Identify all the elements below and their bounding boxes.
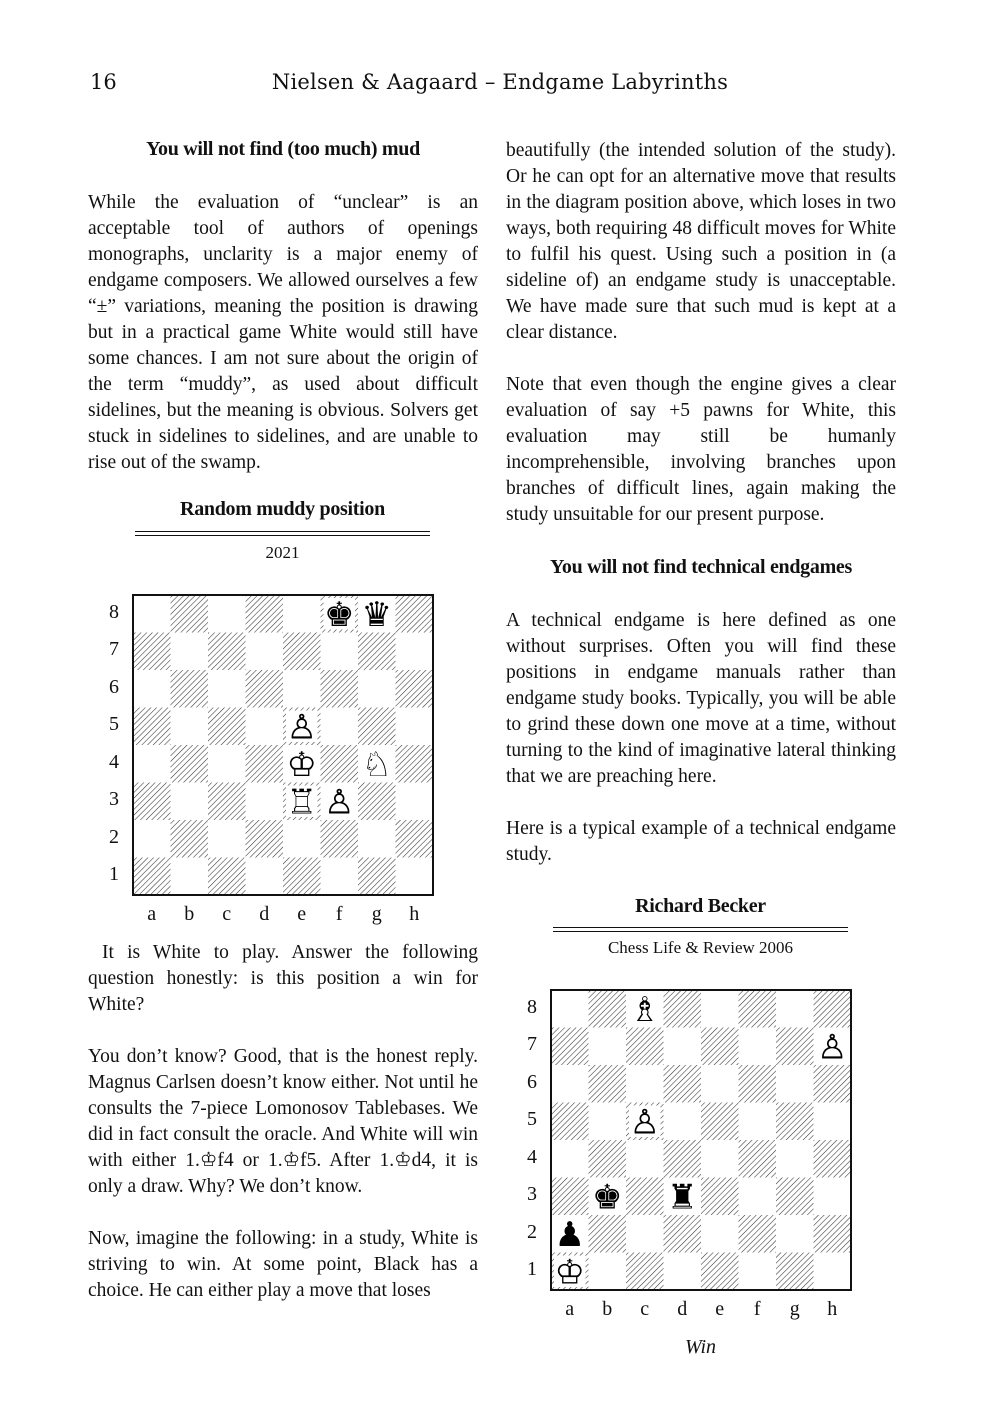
board-square: [321, 745, 359, 783]
board-square: [589, 990, 627, 1028]
board-square: [133, 670, 171, 708]
board-square: [589, 1103, 627, 1141]
board-square: [208, 670, 246, 708]
board-square: [551, 1065, 589, 1103]
rank-label: 7: [527, 1033, 537, 1056]
board-square: [664, 1140, 702, 1178]
board-square: [246, 783, 284, 821]
file-label: c: [222, 903, 232, 925]
board-square: [701, 1103, 739, 1141]
board-square: [246, 595, 284, 633]
board-square: [171, 858, 209, 896]
diagram1-svg: [131, 593, 435, 897]
board-square: [551, 1178, 589, 1216]
board-square: [246, 745, 284, 783]
board-square: [701, 1215, 739, 1253]
board-square: [626, 1253, 664, 1291]
board-square: [133, 745, 171, 783]
chess-piece-e4: ♔: [286, 745, 317, 786]
board-square: [171, 633, 209, 671]
board-square: [133, 820, 171, 858]
chess-piece-a2: ♟: [554, 1215, 585, 1256]
board-square: [701, 1028, 739, 1066]
board-square: [664, 1028, 702, 1066]
diagram2-caption: Win: [684, 1336, 717, 1358]
right-upper-text: [506, 138, 896, 528]
board-square: [358, 858, 396, 896]
left-paragraph-3: You don’t know? Good, that is the honest reply. Magnus Carlsen doesn’t know either. Not until he consults the 7-piece Lomonosov Tablebases. We did in fact consult the oracle. And White will win with either 1.♔f4 or 1.♔f5. After 1.♔d4, it is only a draw. Why? We don’t know.: [88, 1046, 478, 1197]
chess-piece-d3: ♜: [667, 1177, 698, 1218]
board-square: [589, 1253, 627, 1291]
board-square: [358, 820, 396, 858]
file-label: d: [677, 1298, 688, 1320]
board-square: [776, 1065, 814, 1103]
board-square: [664, 1065, 702, 1103]
board-square: [776, 990, 814, 1028]
board-square: [701, 990, 739, 1028]
board-square: [776, 1178, 814, 1216]
board-square: [814, 990, 852, 1028]
rank-label: 3: [109, 788, 119, 811]
left-lower-text: [88, 940, 478, 1304]
board-square: [551, 990, 589, 1028]
page-number: 16: [90, 70, 117, 94]
board-square: [208, 820, 246, 858]
board-square: [208, 745, 246, 783]
board-square: [358, 783, 396, 821]
board-square: [208, 633, 246, 671]
board-square: [814, 1178, 852, 1216]
board-square: [589, 1028, 627, 1066]
diagram2-svg: [549, 988, 853, 1292]
file-label: a: [565, 1298, 575, 1320]
board-square: [739, 1065, 777, 1103]
running-title: Nielsen & Aagaard – Endgame Labyrinths: [271, 70, 729, 94]
chess-piece-g8: ♛: [361, 595, 392, 636]
rank-label: 8: [109, 600, 119, 623]
file-label: f: [753, 1298, 761, 1320]
chess-piece-b3: ♚: [592, 1177, 623, 1218]
left-heading: You will not find (too much) mud: [146, 138, 420, 160]
board-square: [626, 1178, 664, 1216]
diagram2-rule-top: [553, 927, 848, 928]
board-square: [396, 633, 434, 671]
rank-label: 2: [527, 1220, 537, 1243]
board-square: [396, 858, 434, 896]
board-square: [589, 1065, 627, 1103]
board-square: [208, 858, 246, 896]
board-square: [171, 820, 209, 858]
chess-piece-a1: ♔: [554, 1252, 585, 1292]
board-square: [283, 858, 321, 896]
chess-piece-e3: ♖: [286, 782, 317, 823]
file-label: h: [409, 903, 420, 925]
diagram2-subtitle: Chess Life & Review 2006: [607, 938, 794, 957]
board-square: [283, 633, 321, 671]
board-square: [358, 670, 396, 708]
board-square: [321, 708, 359, 746]
board-square: [246, 858, 284, 896]
board-square: [776, 1253, 814, 1291]
board-square: [283, 595, 321, 633]
right-paragraph-3: A technical endgame is here defined as one without surprises. Often you will find these positions in endgame manuals rather than endgame study books. Typically, you will be able to grind these down one move at a time, without turning to the kind of imaginative lateral thinking that we are preaching here.: [506, 610, 896, 787]
chess-piece-g4: ♘: [361, 745, 392, 786]
board-square: [246, 670, 284, 708]
diagram1-subtitle: 2021: [265, 543, 300, 562]
board-square: [283, 820, 321, 858]
board-square: [739, 1253, 777, 1291]
rank-label: 6: [109, 675, 119, 698]
board-square: [626, 1215, 664, 1253]
right-paragraph-1: beautifully (the intended solution of the study). Or he can opt for an alternative move that results in the diagram position above, which loses in two ways, both requiring 48 difficult moves for White to fulfil his quest. Using such a position in (a sideline of) an endgame study is unacceptable. We have made sure that such mud is kept at a clear distance.: [506, 140, 896, 343]
board-square: [133, 595, 171, 633]
board-square: [171, 595, 209, 633]
board-square: [396, 783, 434, 821]
rank-label: 4: [527, 1145, 537, 1168]
board-square: [133, 708, 171, 746]
board-square: [171, 783, 209, 821]
board-square: [776, 1215, 814, 1253]
board-square: [739, 1103, 777, 1141]
board-square: [283, 670, 321, 708]
board-square: [701, 1253, 739, 1291]
board-square: [133, 633, 171, 671]
board-square: [814, 1140, 852, 1178]
board-square: [321, 858, 359, 896]
board-square: [626, 1028, 664, 1066]
board-square: [739, 1140, 777, 1178]
chess-piece-c8: ♗: [629, 990, 660, 1031]
rank-label: 3: [527, 1183, 537, 1206]
board-square: [776, 1140, 814, 1178]
chess-piece-f3: ♙: [324, 782, 355, 823]
file-label: e: [715, 1298, 725, 1320]
board-square: [589, 1215, 627, 1253]
board-square: [664, 1103, 702, 1141]
file-label: f: [335, 903, 343, 925]
board-square: [396, 595, 434, 633]
board-square: [701, 1178, 739, 1216]
file-label: e: [297, 903, 307, 925]
board-square: [814, 1065, 852, 1103]
diagram1-rule-bottom: [135, 535, 430, 536]
board-square: [246, 633, 284, 671]
diagram1-title: Random muddy position: [180, 498, 385, 520]
board-square: [814, 1253, 852, 1291]
board-square: [246, 708, 284, 746]
file-label: g: [789, 1298, 800, 1320]
rank-label: 5: [109, 713, 119, 736]
diagram2-rule-bottom: [553, 931, 848, 932]
board-square: [321, 820, 359, 858]
file-label: a: [147, 903, 157, 925]
left-paragraph-1: While the evaluation of “unclear” is an acceptable tool of authors of openings monographs, unclarity is a major enemy of endgame composers. We allowed ourselves a few “±” variations, meaning the position is drawing but in a practical game White would still have some chances. I am not sure about the origin of the term “muddy”, as used about difficult sidelines, but the meaning is obvious. Solvers get stuck in sidelines to sidelines, and are unable to rise out of the swamp.: [88, 192, 478, 473]
board-square: [246, 820, 284, 858]
right-lower-text: [506, 608, 896, 868]
file-label: c: [640, 1298, 650, 1320]
board-square: [321, 670, 359, 708]
left-paragraph-4: Now, imagine the following: in a study, White is striving to win. At some point, Black has a choice. He can either play a move that loses: [88, 1228, 478, 1301]
board-square: [626, 1065, 664, 1103]
file-label: b: [184, 903, 195, 925]
board-square: [626, 1140, 664, 1178]
board-square: [776, 1028, 814, 1066]
board-square: [551, 1028, 589, 1066]
left-intro-text: [88, 190, 478, 476]
board-square: [396, 670, 434, 708]
board-square: [814, 1215, 852, 1253]
rank-label: 6: [527, 1070, 537, 1093]
file-label: d: [259, 903, 270, 925]
left-paragraph-2: It is White to play. Answer the following question honestly: is this position a win for White?: [88, 942, 478, 1015]
board-square: [396, 745, 434, 783]
rank-label: 4: [109, 750, 119, 773]
board-square: [814, 1103, 852, 1141]
board-square: [171, 670, 209, 708]
board-square: [664, 990, 702, 1028]
board-square: [396, 708, 434, 746]
chess-piece-c5: ♙: [629, 1102, 660, 1143]
rank-label: 1: [527, 1258, 537, 1281]
chess-piece-f8: ♚: [324, 595, 355, 636]
board-square: [551, 1140, 589, 1178]
diagram2-title: Richard Becker: [635, 895, 766, 917]
board-square: [358, 708, 396, 746]
board-square: [739, 1215, 777, 1253]
right-paragraph-4: Here is a typical example of a technical endgame study.: [506, 818, 896, 865]
board-square: [739, 990, 777, 1028]
file-label: h: [827, 1298, 838, 1320]
chess-piece-h7: ♙: [817, 1027, 848, 1068]
board-square: [664, 1253, 702, 1291]
right-heading: You will not find technical endgames: [549, 556, 852, 578]
board-square: [133, 858, 171, 896]
rank-label: 7: [109, 638, 119, 661]
board-square: [551, 1103, 589, 1141]
board-square: [776, 1103, 814, 1141]
file-label: b: [602, 1298, 613, 1320]
board-square: [701, 1140, 739, 1178]
board-square: [321, 633, 359, 671]
board-square: [589, 1140, 627, 1178]
rank-label: 1: [109, 863, 119, 886]
board-square: [739, 1028, 777, 1066]
board-square: [133, 783, 171, 821]
board-square: [208, 708, 246, 746]
file-label: g: [371, 903, 382, 925]
board-square: [171, 745, 209, 783]
board-square: [208, 595, 246, 633]
board-square: [739, 1178, 777, 1216]
rank-label: 5: [527, 1108, 537, 1131]
diagram1-rule-top: [135, 531, 430, 532]
board-square: [396, 820, 434, 858]
board-square: [171, 708, 209, 746]
rank-label: 8: [527, 995, 537, 1018]
rank-label: 2: [109, 825, 119, 848]
right-paragraph-2: Note that even though the engine gives a clear evaluation of say +5 pawns for White, this evaluation may still be humanly incomprehensible, involving branches upon branches of difficult lines, again making the study unsuitable for our present purpose.: [506, 374, 896, 525]
board-square: [208, 783, 246, 821]
chess-piece-e5: ♙: [286, 707, 317, 748]
board-square: [358, 633, 396, 671]
board-square: [664, 1215, 702, 1253]
board-square: [701, 1065, 739, 1103]
